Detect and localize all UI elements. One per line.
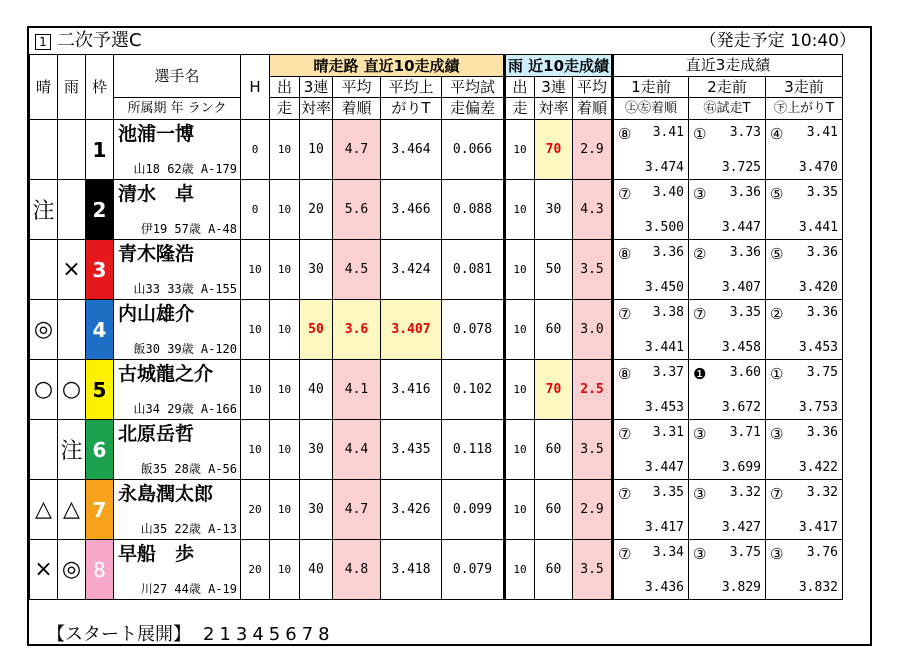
rain-avg-rank: 3.5	[573, 240, 613, 300]
recent-race-3	[766, 120, 843, 180]
recent-last-time: 3.500	[644, 220, 684, 235]
table-row	[30, 360, 843, 420]
recent-rank: ③	[693, 545, 707, 563]
rain-top3: 60	[535, 300, 573, 360]
recent-race-3	[766, 480, 843, 540]
race-number: 1	[35, 34, 51, 50]
rain-avg-rank: 2.9	[573, 480, 613, 540]
header-avg-last-b: がりT	[381, 98, 442, 120]
recent-race-top	[770, 365, 838, 383]
recent-race-1	[613, 420, 689, 480]
rain-starts: 10	[505, 540, 535, 600]
start-prediction-label: 【スタート展開】	[47, 624, 191, 645]
recent-rank: ①	[693, 125, 707, 143]
entries-table	[29, 54, 843, 600]
rain-top3: 60	[535, 480, 573, 540]
clear-avg-last: 3.407	[381, 300, 442, 360]
clear-avg-trial: 0.081	[442, 240, 505, 300]
player-cell	[114, 480, 241, 540]
clear-starts: 10	[270, 360, 300, 420]
clear-top3: 30	[300, 240, 333, 300]
recent-race-2	[689, 300, 766, 360]
clear-avg-trial: 0.118	[442, 420, 505, 480]
sunny-mark	[30, 420, 58, 480]
recent-race-1	[613, 300, 689, 360]
rain-top3: 60	[535, 420, 573, 480]
frame-number: 6	[86, 420, 114, 480]
clear-top3: 20	[300, 180, 333, 240]
clear-avg-last: 3.435	[381, 420, 442, 480]
player-cell	[114, 240, 241, 300]
recent-race-2	[689, 360, 766, 420]
recent-last-time: 3.441	[798, 220, 838, 235]
frame-number: 7	[86, 480, 114, 540]
handicap: 0	[241, 180, 270, 240]
rain-starts: 10	[505, 420, 535, 480]
recent-rank: ⑦	[618, 185, 632, 203]
recent-race-3	[766, 300, 843, 360]
recent-rank: ⑤	[770, 245, 784, 263]
clear-starts: 10	[270, 420, 300, 480]
recent-race-2	[689, 240, 766, 300]
table-row	[30, 420, 843, 480]
header-rainy: 雨	[58, 55, 86, 120]
recent-race-top	[618, 185, 684, 203]
recent-race-top	[618, 365, 684, 383]
clear-avg-last: 3.418	[381, 540, 442, 600]
header-race1: 1走前	[613, 77, 689, 98]
recent-rank: ④	[770, 125, 784, 143]
recent-last-time: 3.832	[798, 580, 838, 595]
recent-last-time: 3.441	[644, 340, 684, 355]
player-name: 清水 卓	[118, 183, 195, 205]
header-race2: 2走前	[689, 77, 766, 98]
recent-race-top	[618, 125, 684, 143]
clear-avg-trial: 0.078	[442, 300, 505, 360]
recent-trial-time: 3.36	[729, 185, 761, 200]
header-race3: 3走前	[766, 77, 843, 98]
recent-race-top	[770, 545, 838, 563]
player-cell	[114, 300, 241, 360]
handicap: 10	[241, 360, 270, 420]
clear-avg-trial: 0.066	[442, 120, 505, 180]
rain-starts: 10	[505, 120, 535, 180]
recent-race-2	[689, 420, 766, 480]
recent-last-time: 3.422	[798, 460, 838, 475]
recent-trial-time: 3.76	[806, 545, 838, 560]
header-player-sub: 所属期 年 ランク	[114, 98, 241, 120]
player-info: 山33 33歳 A-155	[133, 282, 237, 296]
recent-race-top	[770, 125, 838, 143]
recent-trial-time: 3.73	[729, 125, 761, 140]
header-starts-b: 走	[270, 98, 300, 120]
recent-race-3	[766, 360, 843, 420]
recent-trial-time: 3.38	[652, 305, 684, 320]
sunny-mark: ○	[30, 360, 58, 420]
header-recent-band: 直近3走成績	[613, 55, 843, 77]
rain-avg-rank: 3.5	[573, 420, 613, 480]
recent-rank: ⑧	[618, 125, 632, 143]
clear-starts: 10	[270, 120, 300, 180]
recent-last-time: 3.450	[644, 280, 684, 295]
recent-trial-time: 3.36	[806, 305, 838, 320]
recent-trial-time: 3.75	[806, 365, 838, 380]
table-row	[30, 120, 843, 180]
sunny-mark: ◎	[30, 300, 58, 360]
recent-race-top	[770, 305, 838, 323]
player-name: 早船 歩	[118, 543, 195, 565]
recent-trial-time: 3.41	[806, 125, 838, 140]
player-info: 山35 22歳 A-13	[140, 522, 237, 536]
header-avg-rank-b: 着順	[333, 98, 381, 120]
clear-avg-rank: 5.6	[333, 180, 381, 240]
clear-avg-rank: 3.6	[333, 300, 381, 360]
rain-top3: 70	[535, 360, 573, 420]
handicap: 0	[241, 120, 270, 180]
rainy-mark: △	[58, 480, 86, 540]
clear-avg-rank: 4.1	[333, 360, 381, 420]
recent-rank: ⑦	[618, 485, 632, 503]
recent-last-time: 3.829	[721, 580, 761, 595]
start-prediction	[47, 624, 335, 646]
recent-trial-time: 3.32	[729, 485, 761, 500]
header-avg-trial-b: 走偏差	[442, 98, 505, 120]
player-name: 永島潤太郎	[118, 483, 214, 505]
header-sub3: ㊦上がりT	[766, 98, 843, 120]
handicap: 20	[241, 540, 270, 600]
recent-rank: ③	[770, 545, 784, 563]
rain-starts: 10	[505, 360, 535, 420]
recent-last-time: 3.417	[798, 520, 838, 535]
recent-race-top	[618, 425, 684, 443]
clear-starts: 10	[270, 240, 300, 300]
recent-rank: ③	[693, 485, 707, 503]
header-r-top3: 3連	[535, 77, 573, 98]
player-cell	[114, 360, 241, 420]
start-prediction-order: 21345678	[203, 624, 335, 645]
rain-top3: 60	[535, 540, 573, 600]
recent-trial-time: 3.36	[729, 245, 761, 260]
clear-avg-rank: 4.7	[333, 480, 381, 540]
player-name: 池浦一博	[118, 123, 195, 145]
recent-race-top	[770, 185, 838, 203]
table-row	[30, 540, 843, 600]
recent-trial-time: 3.35	[652, 485, 684, 500]
header-avg-last: 平均上	[381, 77, 442, 98]
recent-race-3	[766, 240, 843, 300]
recent-race-1	[613, 480, 689, 540]
recent-last-time: 3.453	[644, 400, 684, 415]
player-name: 青木隆浩	[118, 243, 195, 265]
recent-trial-time: 3.71	[729, 425, 761, 440]
header-r-top3-b: 対率	[535, 98, 573, 120]
header-r-starts: 出	[505, 77, 535, 98]
recent-last-time: 3.420	[798, 280, 838, 295]
header-avg-rank: 平均	[333, 77, 381, 98]
frame-number: 8	[86, 540, 114, 600]
table-row	[30, 480, 843, 540]
recent-race-3	[766, 540, 843, 600]
clear-avg-rank: 4.5	[333, 240, 381, 300]
rainy-mark	[58, 120, 86, 180]
recent-rank: ③	[693, 185, 707, 203]
table-row	[30, 180, 843, 240]
race-program-sheet	[27, 26, 872, 646]
clear-top3: 40	[300, 540, 333, 600]
handicap: 10	[241, 420, 270, 480]
title-bar	[29, 28, 870, 54]
recent-race-top	[770, 425, 838, 443]
clear-top3: 40	[300, 360, 333, 420]
table-row	[30, 300, 843, 360]
recent-rank: ②	[770, 305, 784, 323]
recent-last-time: 3.427	[721, 520, 761, 535]
recent-race-top	[770, 245, 838, 263]
player-name: 北原岳哲	[118, 423, 195, 445]
header-top3-b: 対率	[300, 98, 333, 120]
recent-race-top	[693, 245, 761, 263]
recent-rank: ⑦	[770, 485, 784, 503]
sunny-mark	[30, 240, 58, 300]
rain-top3: 30	[535, 180, 573, 240]
recent-trial-time: 3.32	[806, 485, 838, 500]
sunny-mark: ×	[30, 540, 58, 600]
rain-avg-rank: 2.5	[573, 360, 613, 420]
frame-number: 5	[86, 360, 114, 420]
recent-trial-time: 3.35	[806, 185, 838, 200]
recent-race-2	[689, 180, 766, 240]
frame-number: 2	[86, 180, 114, 240]
recent-race-top	[770, 485, 838, 503]
player-info: 川27 44歳 A-19	[140, 582, 237, 596]
recent-last-time: 3.417	[644, 520, 684, 535]
player-cell	[114, 120, 241, 180]
recent-last-time: 3.458	[721, 340, 761, 355]
recent-last-time: 3.470	[798, 160, 838, 175]
recent-race-1	[613, 540, 689, 600]
recent-last-time: 3.753	[798, 400, 838, 415]
recent-trial-time: 3.75	[729, 545, 761, 560]
clear-top3: 30	[300, 480, 333, 540]
recent-last-time: 3.447	[644, 460, 684, 475]
clear-top3: 10	[300, 120, 333, 180]
player-name: 内山雄介	[118, 303, 195, 325]
recent-rank: ③	[770, 425, 784, 443]
header-r-starts-b: 走	[505, 98, 535, 120]
header-starts: 出	[270, 77, 300, 98]
recent-trial-time: 3.36	[806, 245, 838, 260]
clear-starts: 10	[270, 180, 300, 240]
clear-avg-trial: 0.088	[442, 180, 505, 240]
recent-race-top	[693, 485, 761, 503]
recent-last-time: 3.407	[721, 280, 761, 295]
recent-race-top	[618, 545, 684, 563]
player-info: 伊19 57歳 A-48	[140, 222, 237, 236]
rain-avg-rank: 2.9	[573, 120, 613, 180]
clear-avg-last: 3.466	[381, 180, 442, 240]
recent-race-2	[689, 540, 766, 600]
recent-race-top	[618, 245, 684, 263]
recent-rank: ⑤	[770, 185, 784, 203]
player-name: 古城龍之介	[118, 363, 214, 385]
recent-trial-time: 3.60	[729, 365, 761, 380]
clear-avg-trial: 0.079	[442, 540, 505, 600]
recent-race-2	[689, 120, 766, 180]
recent-race-top	[693, 125, 761, 143]
clear-top3: 50	[300, 300, 333, 360]
recent-race-1	[613, 120, 689, 180]
header-top3: 3連	[300, 77, 333, 98]
recent-race-top	[693, 185, 761, 203]
recent-rank: ③	[693, 425, 707, 443]
rain-top3: 50	[535, 240, 573, 300]
sunny-mark: △	[30, 480, 58, 540]
recent-last-time: 3.699	[721, 460, 761, 475]
rainy-mark	[58, 300, 86, 360]
table-row	[30, 240, 843, 300]
rain-avg-rank: 4.3	[573, 180, 613, 240]
handicap: 20	[241, 480, 270, 540]
header-handicap: H	[241, 55, 270, 120]
recent-last-time: 3.453	[798, 340, 838, 355]
recent-race-3	[766, 420, 843, 480]
recent-rank: ⑦	[618, 425, 632, 443]
recent-race-top	[693, 425, 761, 443]
rain-avg-rank: 3.5	[573, 540, 613, 600]
recent-rank: ⑦	[618, 545, 632, 563]
recent-race-1	[613, 360, 689, 420]
recent-last-time: 3.447	[721, 220, 761, 235]
recent-race-top	[618, 305, 684, 323]
start-time: （発走予定 10:40）	[699, 31, 856, 51]
player-info: 山34 29歳 A-166	[133, 402, 237, 416]
rain-starts: 10	[505, 480, 535, 540]
recent-rank: ⑧	[618, 365, 632, 383]
recent-trial-time: 3.34	[652, 545, 684, 560]
player-cell	[114, 180, 241, 240]
player-cell	[114, 420, 241, 480]
handicap: 10	[241, 240, 270, 300]
rain-starts: 10	[505, 240, 535, 300]
header-avg-trial: 平均試	[442, 77, 505, 98]
recent-last-time: 3.436	[644, 580, 684, 595]
recent-race-1	[613, 180, 689, 240]
recent-trial-time: 3.31	[652, 425, 684, 440]
handicap: 10	[241, 300, 270, 360]
recent-last-time: 3.672	[721, 400, 761, 415]
recent-race-2	[689, 480, 766, 540]
clear-avg-last: 3.424	[381, 240, 442, 300]
player-info: 山18 62歳 A-179	[133, 162, 237, 176]
clear-top3: 30	[300, 420, 333, 480]
player-cell	[114, 540, 241, 600]
clear-avg-rank: 4.7	[333, 120, 381, 180]
recent-rank: ⑧	[618, 245, 632, 263]
header-player-name: 選手名	[114, 55, 241, 98]
clear-starts: 10	[270, 540, 300, 600]
sunny-mark: 注	[30, 180, 58, 240]
clear-avg-rank: 4.4	[333, 420, 381, 480]
recent-trial-time: 3.40	[652, 185, 684, 200]
recent-race-1	[613, 240, 689, 300]
frame-number: 3	[86, 240, 114, 300]
recent-race-top	[618, 485, 684, 503]
sunny-mark	[30, 120, 58, 180]
recent-race-top	[693, 545, 761, 563]
rain-top3: 70	[535, 120, 573, 180]
recent-trial-time: 3.36	[652, 245, 684, 260]
rain-starts: 10	[505, 300, 535, 360]
rainy-mark: ◎	[58, 540, 86, 600]
header-frame: 枠	[86, 55, 114, 120]
frame-number: 4	[86, 300, 114, 360]
clear-avg-last: 3.416	[381, 360, 442, 420]
clear-avg-rank: 4.8	[333, 540, 381, 600]
clear-avg-last: 3.464	[381, 120, 442, 180]
clear-avg-trial: 0.099	[442, 480, 505, 540]
clear-starts: 10	[270, 480, 300, 540]
header-sub1: ㊤㊧着順	[613, 98, 689, 120]
rainy-mark: 注	[58, 420, 86, 480]
rainy-mark: ×	[58, 240, 86, 300]
rainy-mark: ○	[58, 360, 86, 420]
recent-rank: ❶	[693, 365, 707, 383]
recent-trial-time: 3.41	[652, 125, 684, 140]
clear-avg-last: 3.426	[381, 480, 442, 540]
header-rain-band: 雨 近10走成績	[505, 55, 613, 77]
recent-rank: ⑦	[693, 305, 707, 323]
recent-race-top	[693, 305, 761, 323]
recent-trial-time: 3.36	[806, 425, 838, 440]
recent-rank: ⑦	[618, 305, 632, 323]
recent-trial-time: 3.37	[652, 365, 684, 380]
frame-number: 1	[86, 120, 114, 180]
header-sub2: ㊨試走T	[689, 98, 766, 120]
rain-avg-rank: 3.0	[573, 300, 613, 360]
recent-last-time: 3.725	[721, 160, 761, 175]
clear-avg-trial: 0.102	[442, 360, 505, 420]
rain-starts: 10	[505, 180, 535, 240]
recent-trial-time: 3.35	[729, 305, 761, 320]
rainy-mark	[58, 180, 86, 240]
header-sunny: 晴	[30, 55, 58, 120]
header-clear-band: 晴走路 直近10走成績	[270, 55, 505, 77]
recent-rank: ①	[770, 365, 784, 383]
clear-starts: 10	[270, 300, 300, 360]
recent-race-3	[766, 180, 843, 240]
player-info: 飯30 39歳 A-120	[133, 342, 237, 356]
recent-race-top	[693, 365, 761, 383]
recent-rank: ②	[693, 245, 707, 263]
header-r-avg-b: 着順	[573, 98, 613, 120]
header-r-avg: 平均	[573, 77, 613, 98]
recent-last-time: 3.474	[644, 160, 684, 175]
race-name: 二次予選C	[57, 30, 142, 51]
player-info: 飯35 28歳 A-56	[140, 462, 237, 476]
